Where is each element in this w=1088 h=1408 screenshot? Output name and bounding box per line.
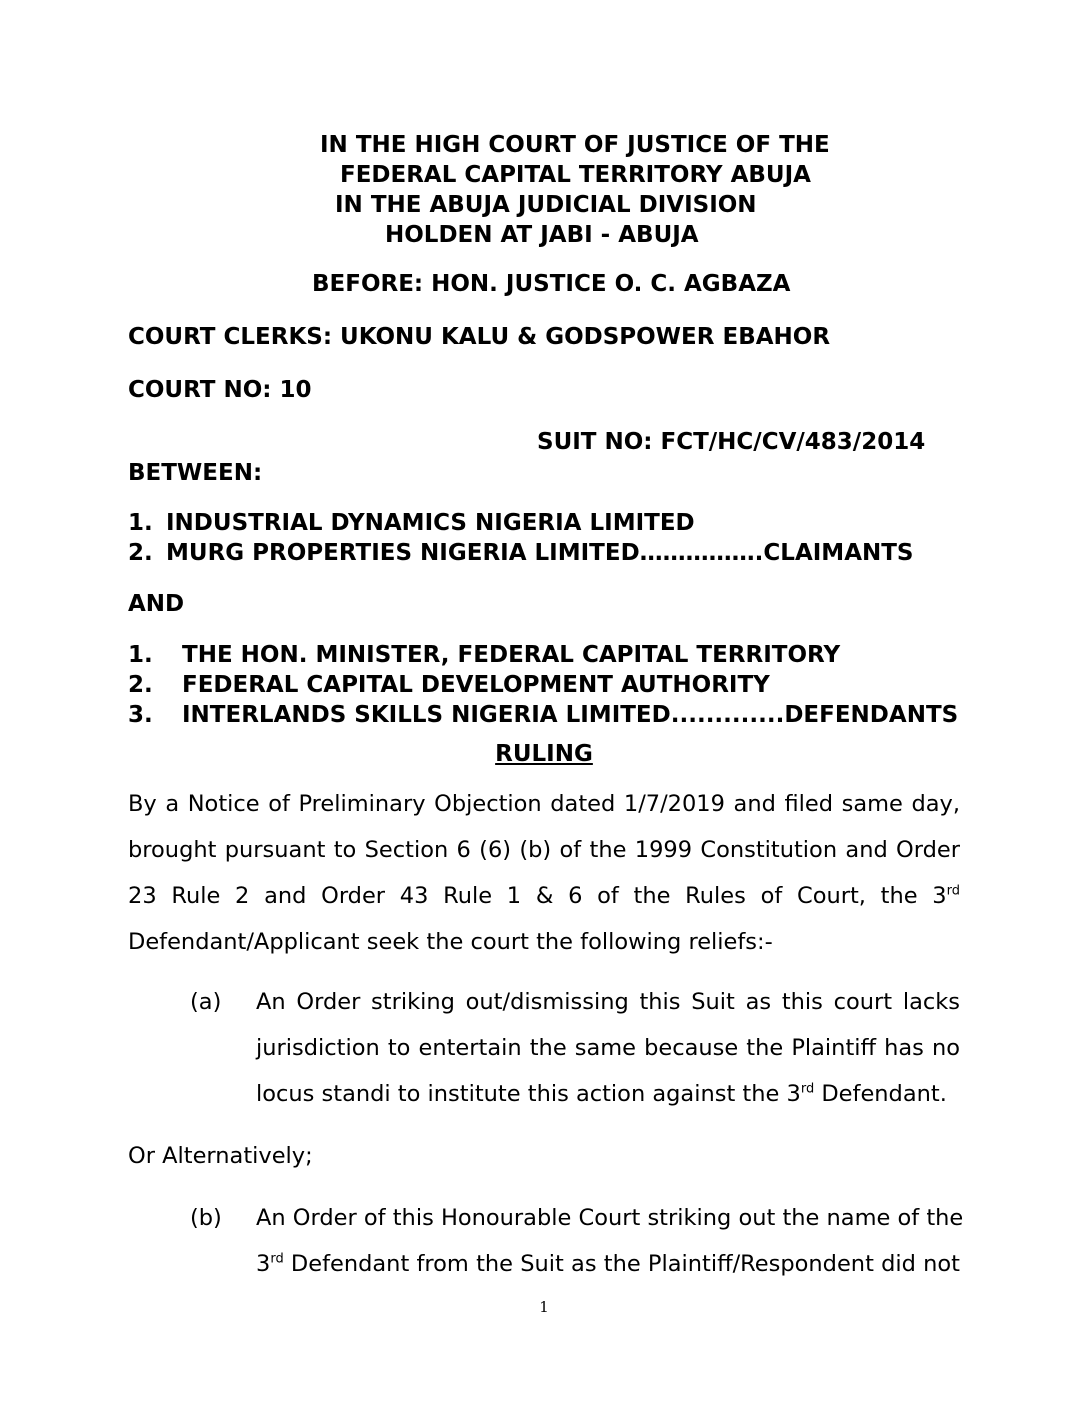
relief-b-line-2-text: Defendant from the Suit as the Plaintiff/Respondent did not xyxy=(283,1251,960,1277)
defendant-3-number: 3. xyxy=(128,702,153,728)
defendant-2 xyxy=(128,670,770,700)
claimant-2 xyxy=(128,538,914,568)
court-header-line-1: IN THE HIGH COURT OF JUSTICE OF THE xyxy=(320,132,830,158)
ruling-title: RULING xyxy=(495,741,593,767)
relief-a-label: (a) xyxy=(190,989,222,1015)
before-judge: BEFORE: HON. JUSTICE O. C. AGBAZA xyxy=(312,271,791,297)
relief-b-line-2-sup: rd xyxy=(270,1251,284,1267)
relief-a-line-3-end: Defendant. xyxy=(814,1081,947,1107)
defendant-3-name: INTERLANDS SKILLS NIGERIA LIMITED.............DEFENDANTS xyxy=(182,702,959,728)
relief-b-line-2-start: 3 xyxy=(256,1251,271,1277)
relief-a-line-3-text: locus standi to institute this action against the 3 xyxy=(256,1081,801,1107)
claimant-1-number: 1. xyxy=(128,510,153,536)
defendant-1-name: THE HON. MINISTER, FEDERAL CAPITAL TERRITORY xyxy=(182,642,841,668)
court-number: COURT NO: 10 xyxy=(128,377,312,403)
relief-b-line-2 xyxy=(256,1241,960,1287)
relief-b-paragraph xyxy=(256,1195,964,1287)
defendant-2-name: FEDERAL CAPITAL DEVELOPMENT AUTHORITY xyxy=(182,672,770,698)
intro-line-1: By a Notice of Preliminary Objection dated 1/7/2019 and filed same day, xyxy=(128,791,960,817)
relief-a-paragraph xyxy=(256,979,960,1117)
intro-line-2: brought pursuant to Section 6 (6) (b) of the 1999 Constitution and Order xyxy=(128,837,960,863)
relief-a-line-3 xyxy=(256,1071,960,1117)
claimant-1-name: INDUSTRIAL DYNAMICS NIGERIA LIMITED xyxy=(166,510,695,536)
claimant-1 xyxy=(128,508,695,538)
defendant-1 xyxy=(128,640,840,670)
relief-a-line-1: An Order striking out/dismissing this Suit as this court lacks xyxy=(256,989,960,1015)
defendant-2-number: 2. xyxy=(128,672,153,698)
court-header-line-2: FEDERAL CAPITAL TERRITORY ABUJA xyxy=(340,162,811,188)
claimant-2-number: 2. xyxy=(128,540,153,566)
between-label: BETWEEN: xyxy=(128,460,263,486)
and-label: AND xyxy=(128,591,185,617)
court-clerks: COURT CLERKS: UKONU KALU & GODSPOWER EBAHOR xyxy=(128,324,831,350)
relief-b-label: (b) xyxy=(190,1205,222,1231)
defendant-3 xyxy=(128,700,958,730)
relief-a-line-2: jurisdiction to entertain the same because the Plaintiff has no xyxy=(256,1035,960,1061)
claimant-2-name: MURG PROPERTIES NIGERIA LIMITED…………….CLAIMANTS xyxy=(166,540,914,566)
intro-line-3 xyxy=(128,873,960,919)
intro-line-3-sup: rd xyxy=(946,883,960,899)
intro-line-3-text: 23 Rule 2 and Order 43 Rule 1 & 6 of the Rules of Court, the 3 xyxy=(128,883,947,909)
relief-a-line-3-sup: rd xyxy=(800,1081,815,1097)
court-header-line-3: IN THE ABUJA JUDICIAL DIVISION xyxy=(335,192,757,218)
intro-line-4: Defendant/Applicant seek the court the following reliefs:- xyxy=(128,929,773,955)
defendant-1-number: 1. xyxy=(128,642,153,668)
court-header-line-4: HOLDEN AT JABI - ABUJA xyxy=(385,222,699,248)
relief-b-line-1: An Order of this Honourable Court striking out the name of the xyxy=(256,1205,964,1231)
intro-paragraph xyxy=(128,781,960,965)
suit-number: SUIT NO: FCT/HC/CV/483/2014 xyxy=(537,429,926,455)
alternatively-text: Or Alternatively; xyxy=(128,1143,313,1169)
page-number: 1 xyxy=(539,1298,549,1316)
